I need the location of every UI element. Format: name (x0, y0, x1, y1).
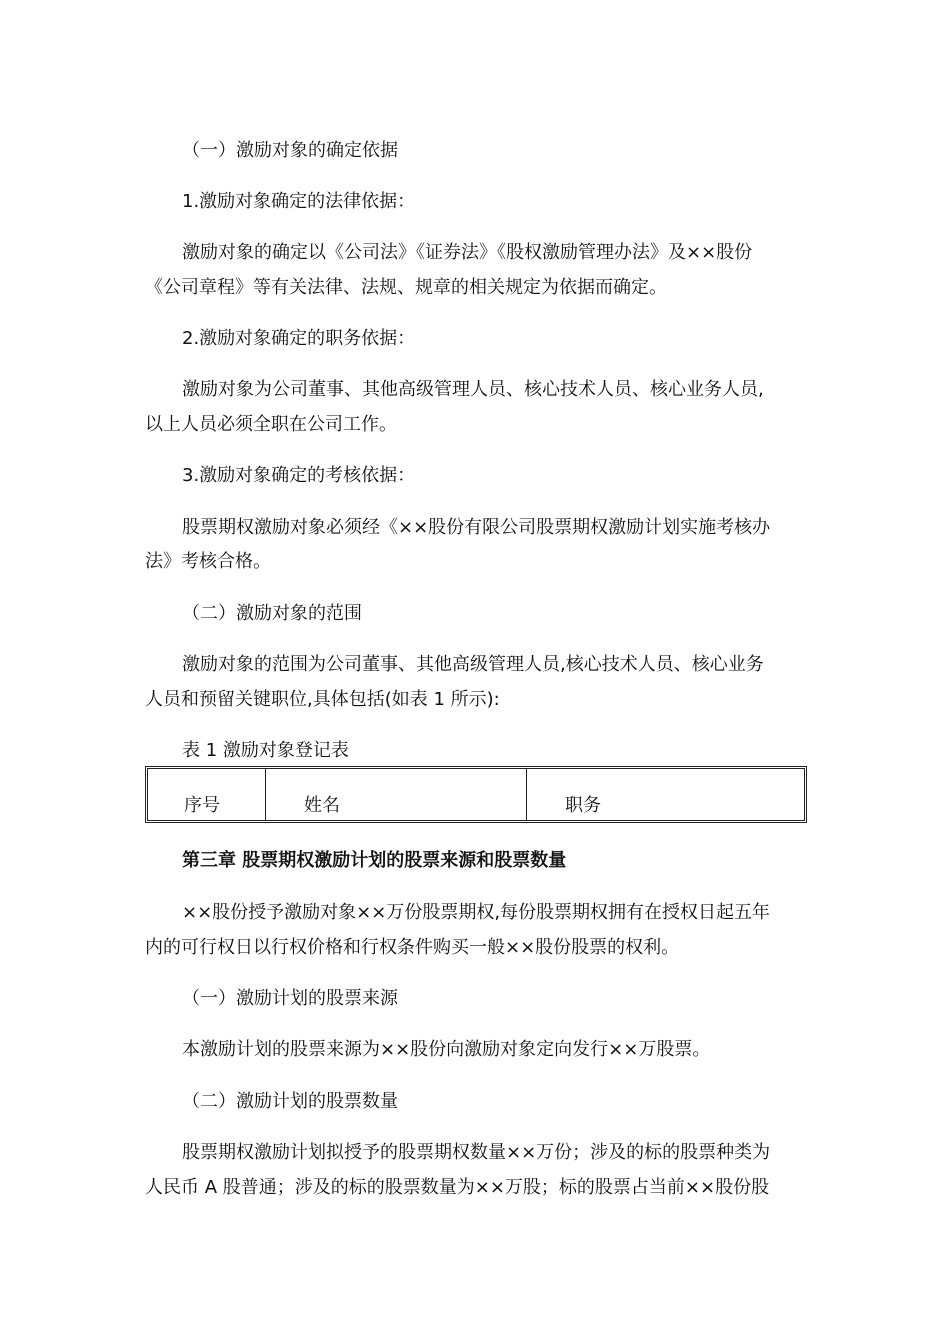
table-column-index (148, 769, 266, 820)
table-column-name (266, 769, 527, 820)
paragraph-line: 激励对象的范围为公司董事、其他高级管理人员,核心技术人员、核心业务 (182, 654, 764, 675)
paragraph-line: 股票期权激励对象必须经《××股份有限公司股票期权激励计划实施考核办 (182, 517, 771, 538)
section-heading: （一）激励计划的股票来源 (182, 988, 398, 1009)
paragraph-line: 股票期权激励计划拟授予的股票期权数量××万份；涉及的标的股票种类为 (182, 1142, 771, 1163)
subheading: 3.激励对象确定的考核依据： (182, 465, 416, 486)
table-header-cell: 职务 (565, 795, 601, 816)
chapter-heading: 第三章 股票期权激励计划的股票来源和股票数量 (182, 850, 567, 871)
section-heading: （一）激励对象的确定依据 (182, 140, 398, 161)
table-header-cell: 姓名 (304, 795, 340, 816)
section-heading: （二）激励计划的股票数量 (182, 1091, 398, 1112)
paragraph-line: 本激励计划的股票来源为××股份向激励对象定向发行××万股票。 (182, 1039, 711, 1060)
section-heading: （二）激励对象的范围 (182, 603, 362, 624)
paragraph-line: ××股份授予激励对象××万份股票期权,每份股票期权拥有在授权日起五年 (182, 902, 771, 923)
paragraph-line: 《公司章程》等有关法律、法规、规章的相关规定为依据而确定。 (145, 277, 667, 298)
paragraph-line: 激励对象的确定以《公司法》《证券法》《股权激励管理办法》及××股份 (182, 242, 753, 263)
paragraph-line: 以上人员必须全职在公司工作。 (145, 414, 397, 435)
table-column-position (527, 769, 804, 820)
paragraph-line: 人民币 A 股普通；涉及的标的股票数量为××万股；标的股票占当前××股份股 (145, 1177, 770, 1198)
table-caption: 表 1 激励对象登记表 (182, 740, 349, 761)
subheading: 1.激励对象确定的法律依据： (182, 191, 416, 212)
paragraph-line: 激励对象为公司董事、其他高级管理人员、核心技术人员、核心业务人员, (182, 379, 764, 400)
paragraph-line: 人员和预留关键职位,具体包括(如表 1 所示): (145, 689, 500, 710)
table-header-cell: 序号 (184, 795, 220, 816)
paragraph-line: 内的可行权日以行权价格和行权条件购买一般××股份股票的权利。 (145, 937, 680, 958)
subheading: 2.激励对象确定的职务依据： (182, 328, 416, 349)
paragraph-line: 法》考核合格。 (145, 551, 271, 572)
registration-table (145, 766, 807, 823)
